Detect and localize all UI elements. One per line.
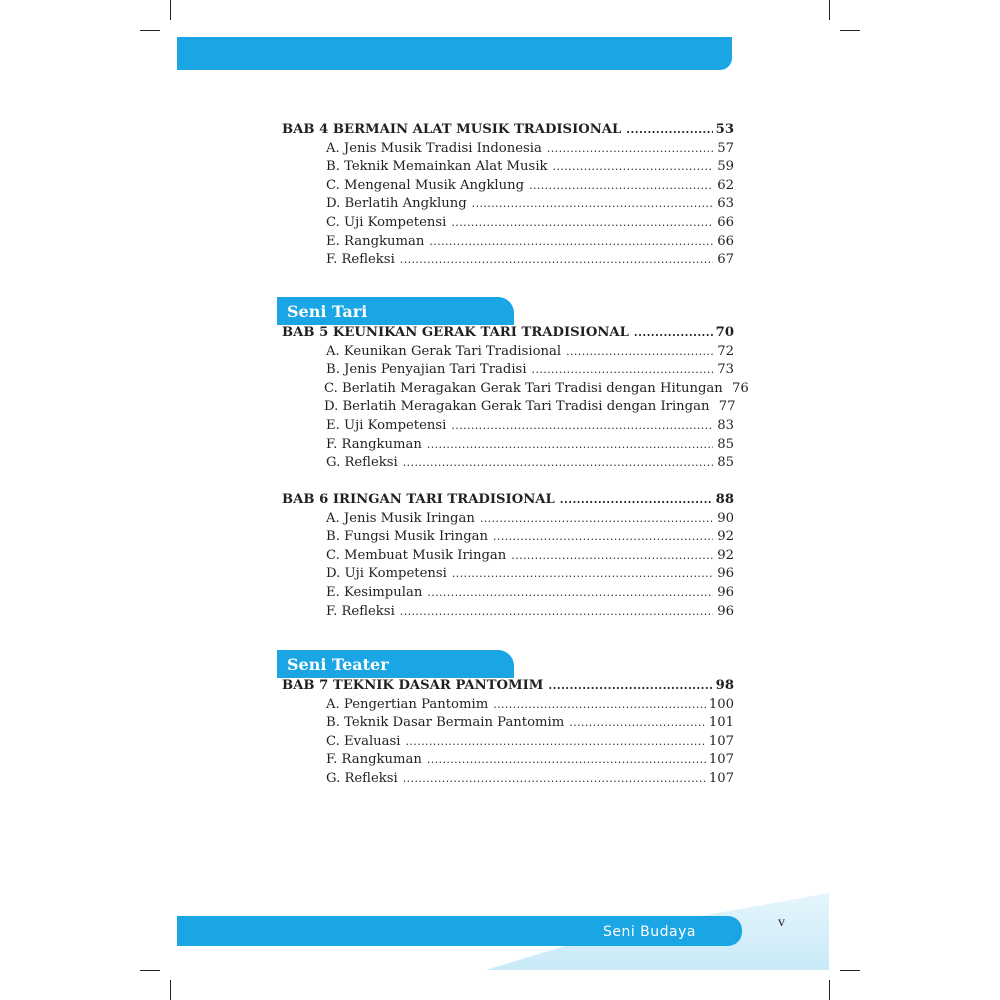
entry-page: 90 [717, 510, 734, 526]
entry-label: B. Fungsi Musik Iringan [326, 529, 489, 545]
entry-page: 59 [717, 159, 734, 175]
dot-leader [406, 733, 706, 752]
entry-page: 85 [717, 455, 734, 471]
entry-label: F. Refleksi [326, 252, 395, 268]
crop-mark [829, 980, 830, 1000]
dot-leader [451, 417, 713, 436]
entry-page: 96 [717, 603, 734, 619]
entry-page: 77 [718, 399, 736, 415]
entry-label: E. Kesimpulan [326, 584, 423, 600]
dot-leader [569, 714, 706, 733]
crop-mark [170, 980, 171, 1000]
toc-entry[interactable] [282, 603, 734, 622]
toc-chapter-4 [282, 121, 734, 270]
dot-leader [403, 454, 713, 473]
toc-entry[interactable] [282, 714, 734, 733]
dot-leader [472, 195, 713, 214]
toc-entry[interactable] [282, 454, 734, 473]
entry-label: B. Teknik Memainkan Alat Musik [326, 159, 548, 175]
toc-chapter-5 [282, 324, 749, 473]
entry-page: 92 [717, 529, 734, 545]
entry-label: D. Berlatih Meragakan Gerak Tari Tradisi dengan Iringan [324, 399, 710, 415]
dot-leader [427, 751, 706, 770]
entry-page: 107 [708, 752, 734, 768]
entry-label: G. Refleksi [326, 455, 398, 471]
crop-mark [829, 0, 830, 20]
dot-leader [493, 696, 706, 715]
toc-chapter-row[interactable] [282, 121, 734, 140]
toc-entry[interactable] [282, 398, 734, 417]
toc-entry[interactable] [282, 214, 734, 233]
toc-entry[interactable] [282, 417, 734, 436]
toc-entry[interactable] [282, 733, 734, 752]
entry-label: C. Berlatih Meragakan Gerak Tari Tradisi dengan Hitungan [324, 380, 723, 396]
dot-leader [403, 770, 706, 789]
entry-label: C. Membuat Musik Iringan [326, 547, 507, 563]
dot-leader [634, 324, 713, 343]
toc-chapter-row[interactable] [282, 324, 734, 343]
toc-chapter-7 [282, 677, 734, 789]
chapter-page: 88 [715, 492, 734, 507]
dot-leader [566, 343, 713, 362]
chapter-title: BAB 5 KEUNIKAN GERAK TARI TRADISIONAL [282, 325, 629, 340]
crop-mark [140, 30, 160, 31]
entry-page: 66 [717, 233, 734, 249]
chapter-page: 70 [715, 325, 734, 340]
entry-label: E. Uji Kompetensi [326, 417, 447, 433]
dot-leader [429, 233, 713, 252]
toc-entry[interactable] [282, 436, 734, 455]
entry-label: F. Rangkuman [326, 436, 422, 452]
toc-entry[interactable] [282, 565, 734, 584]
entry-page: 92 [717, 547, 734, 563]
entry-label: B. Jenis Penyajian Tari Tradisi [326, 362, 527, 378]
dot-leader [560, 491, 713, 510]
toc-entry[interactable] [282, 751, 734, 770]
entry-page: 72 [717, 343, 734, 359]
chapter-title: BAB 7 TEKNIK DASAR PANTOMIM [282, 678, 544, 693]
entry-label: A. Jenis Musik Iringan [326, 510, 475, 526]
dot-leader [400, 251, 713, 270]
entry-label: G. Refleksi [326, 770, 398, 786]
toc-entry[interactable] [282, 547, 734, 566]
dot-leader [548, 677, 712, 696]
book-title: Seni Budaya [602, 924, 696, 940]
toc-entry[interactable] [282, 233, 734, 252]
entry-page: 57 [717, 140, 734, 156]
entry-page: 66 [717, 214, 734, 230]
toc-entry[interactable] [282, 343, 734, 362]
entry-label: B. Teknik Dasar Bermain Pantomim [326, 715, 565, 731]
entry-page: 63 [717, 196, 734, 212]
chapter-page: 98 [715, 678, 734, 693]
dot-leader [427, 436, 713, 455]
chapter-page: 53 [715, 122, 734, 137]
toc-entry[interactable] [282, 528, 734, 547]
entry-label: A. Keunikan Gerak Tari Tradisional [326, 343, 562, 359]
page-number: v [778, 915, 785, 930]
toc-chapter-row[interactable] [282, 491, 734, 510]
entry-label: A. Pengertian Pantomim [326, 696, 489, 712]
entry-page: 96 [717, 566, 734, 582]
header-band [177, 37, 732, 70]
chapter-title: BAB 6 IRINGAN TARI TRADISIONAL [282, 492, 555, 507]
dot-leader [451, 214, 713, 233]
dot-leader [553, 158, 713, 177]
entry-page: 96 [717, 584, 734, 600]
dot-leader [480, 510, 713, 529]
section-tab-seni-tari: Seni Tari [277, 297, 514, 325]
toc-entry[interactable] [282, 140, 734, 159]
dot-leader [511, 547, 713, 566]
entry-label: D. Berlatih Angklung [326, 196, 467, 212]
entry-label: F. Refleksi [326, 603, 395, 619]
toc-entry[interactable] [282, 251, 734, 270]
toc-entry[interactable] [282, 380, 749, 399]
toc-entry[interactable] [282, 158, 734, 177]
entry-label: C. Mengenal Musik Angklung [326, 177, 525, 193]
entry-label: E. Rangkuman [326, 233, 425, 249]
toc-entry[interactable] [282, 510, 734, 529]
toc-entry[interactable] [282, 177, 734, 196]
toc-chapter-row[interactable] [282, 677, 734, 696]
toc-chapter-6 [282, 491, 734, 621]
entry-label: D. Uji Kompetensi [326, 566, 447, 582]
dot-leader [400, 603, 713, 622]
entry-page: 107 [708, 733, 734, 749]
entry-page: 67 [717, 252, 734, 268]
entry-label: C. Evaluasi [326, 733, 401, 749]
entry-page: 85 [717, 436, 734, 452]
dot-leader [493, 528, 713, 547]
entry-page: 107 [708, 770, 734, 786]
dot-leader [626, 121, 712, 140]
entry-page: 101 [708, 715, 734, 731]
crop-mark [840, 970, 860, 971]
entry-page: 62 [717, 177, 734, 193]
crop-mark [840, 30, 860, 31]
dot-leader [547, 140, 713, 159]
dot-leader [532, 361, 713, 380]
dot-leader [529, 177, 713, 196]
crop-mark [140, 970, 160, 971]
entry-page: 83 [717, 417, 734, 433]
toc-entry[interactable] [282, 696, 734, 715]
chapter-title: BAB 4 BERMAIN ALAT MUSIK TRADISIONAL [282, 122, 622, 137]
entry-label: A. Jenis Musik Tradisi Indonesia [326, 140, 542, 156]
entry-label: F. Rangkuman [326, 752, 422, 768]
entry-label: C. Uji Kompetensi [326, 214, 447, 230]
entry-page: 100 [708, 696, 734, 712]
entry-page: 73 [717, 362, 734, 378]
toc-entry[interactable] [282, 770, 734, 789]
toc-entry[interactable] [282, 195, 734, 214]
footer-band [177, 916, 742, 946]
toc-entry[interactable] [282, 584, 734, 603]
section-tab-seni-teater: Seni Teater [277, 650, 514, 678]
entry-page: 76 [732, 380, 749, 396]
dot-leader [452, 565, 713, 584]
crop-mark [170, 0, 171, 20]
dot-leader [427, 584, 713, 603]
toc-entry[interactable] [282, 361, 734, 380]
